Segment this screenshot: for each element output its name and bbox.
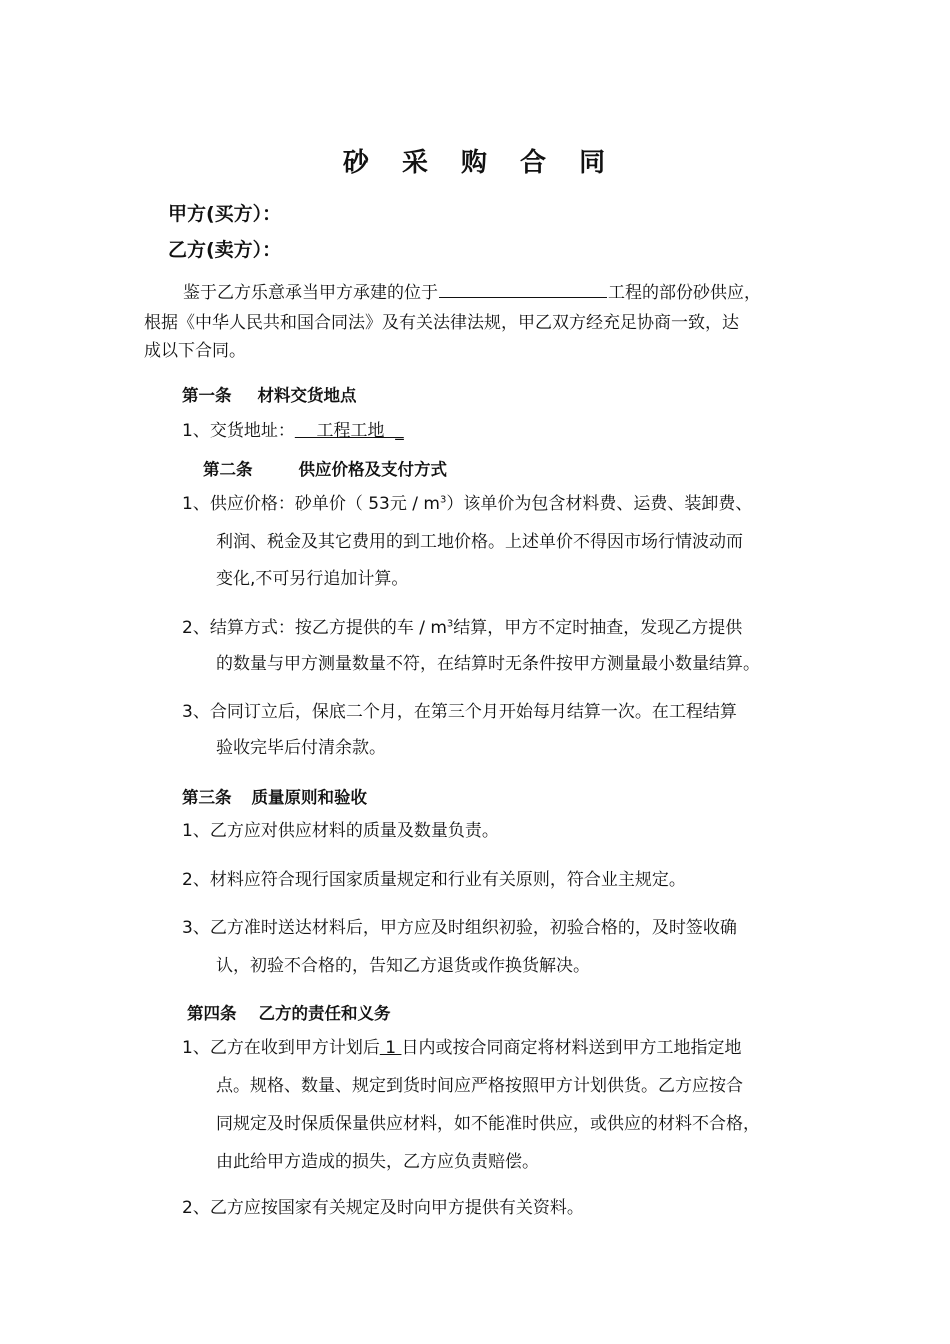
article-2-item-1-line-2: 利润、税金及其它费用的到工地价格。上述单价不得因市场行情波动而: [216, 532, 743, 552]
delivery-days-text-a: 1、乙方在收到甲方计划后: [182, 1038, 380, 1058]
intro-line-3: 成以下合同。: [144, 341, 246, 361]
price-unit-superscript: 3: [439, 494, 447, 506]
settlement-unit-superscript: 3: [446, 618, 454, 630]
article-3-item-3-line-1: 3、乙方准时送达材料后，甲方应及时组织初验，初验合格的，及时签收确: [182, 918, 737, 938]
intro-text-before-blank: 鉴于乙方乐意承当甲方承建的位于: [183, 283, 438, 303]
delivery-address-label: 1、交货地址：: [182, 421, 295, 441]
delivery-days-value: 1: [379, 1038, 402, 1058]
article-1-number: 第一条: [182, 386, 232, 405]
intro-text-after-blank: 工程的部份砂供应，: [608, 283, 761, 303]
article-1-heading: [182, 382, 357, 406]
settlement-text-b: 结算，甲方不定时抽查，发现乙方提供: [453, 618, 743, 638]
article-2-heading: [203, 456, 447, 480]
party-a-label: 甲方(买方）：: [168, 203, 282, 225]
contract-title: 砂 采 购 合 同: [342, 148, 618, 178]
article-3-heading: [182, 784, 367, 808]
article-4-title: 乙方的责任和义务: [258, 1004, 391, 1023]
price-text-b: ）该单价为包含材料费、运费、装卸费、: [446, 494, 753, 514]
article-4-number: 第四条: [187, 1004, 237, 1023]
article-3-item-3-line-2: 认，初验不合格的，告知乙方退货或作换货解决。: [216, 956, 590, 976]
article-2-item-2-line-1: [182, 614, 742, 642]
settlement-text-a: 2、结算方式：按乙方提供的车 / m: [182, 618, 447, 638]
article-3-number: 第三条: [182, 788, 232, 807]
article-3-item-2: 2、材料应符合现行国家质量规定和行业有关原则，符合业主规定。: [182, 870, 686, 890]
article-3-item-1: 1、乙方应对供应材料的质量及数量负责。: [182, 821, 499, 841]
project-location-blank: [439, 279, 607, 298]
article-2-item-3-line-1: 3、合同订立后，保底二个月，在第三个月开始每月结算一次。在工程结算: [182, 702, 737, 722]
article-2-item-2-line-2: 的数量与甲方测量数量不符，在结算时无条件按甲方测量最小数量结算。: [216, 654, 760, 674]
party-b-label: 乙方(卖方）：: [168, 239, 282, 261]
article-1-item-1: [182, 417, 404, 445]
article-2-title: 供应价格及支付方式: [298, 460, 447, 479]
article-2-item-3-line-2: 验收完毕后付清余款。: [216, 738, 386, 758]
article-1-title: 材料交货地点: [257, 386, 357, 405]
intro-line-1: [183, 279, 761, 307]
article-2-number: 第二条: [203, 460, 253, 479]
article-4-item-1-line-3: 同规定及时保质保量供应材料，如不能准时供应，或供应的材料不合格，: [216, 1114, 760, 1134]
article-4-item-2: 2、乙方应按国家有关规定及时向甲方提供有关资料。: [182, 1198, 584, 1218]
price-text-a: 1、供应价格：砂单价（ 53元 / m: [182, 494, 440, 514]
article-4-item-1-line-2: 点。规格、数量、规定到货时间应严格按照甲方计划供货。乙方应按合: [216, 1076, 743, 1096]
delivery-days-text-b: 日内或按合同商定将材料送到甲方工地指定地: [401, 1038, 742, 1058]
article-4-item-1-line-1: [182, 1034, 741, 1062]
intro-line-2: 根据《中华人民共和国合同法》及有关法律法规，甲乙双方经充足协商一致，达: [144, 313, 739, 333]
article-2-item-1-line-3: 变化,不可另行追加计算。: [216, 569, 409, 589]
article-4-item-1-line-4: 由此给甲方造成的损失，乙方应负责赔偿。: [216, 1152, 539, 1172]
article-2-item-1-line-1: [182, 490, 752, 518]
delivery-address-value: 工程工地 _: [294, 421, 404, 441]
article-3-title: 质量原则和验收: [251, 788, 367, 807]
article-4-heading: [187, 1000, 391, 1024]
